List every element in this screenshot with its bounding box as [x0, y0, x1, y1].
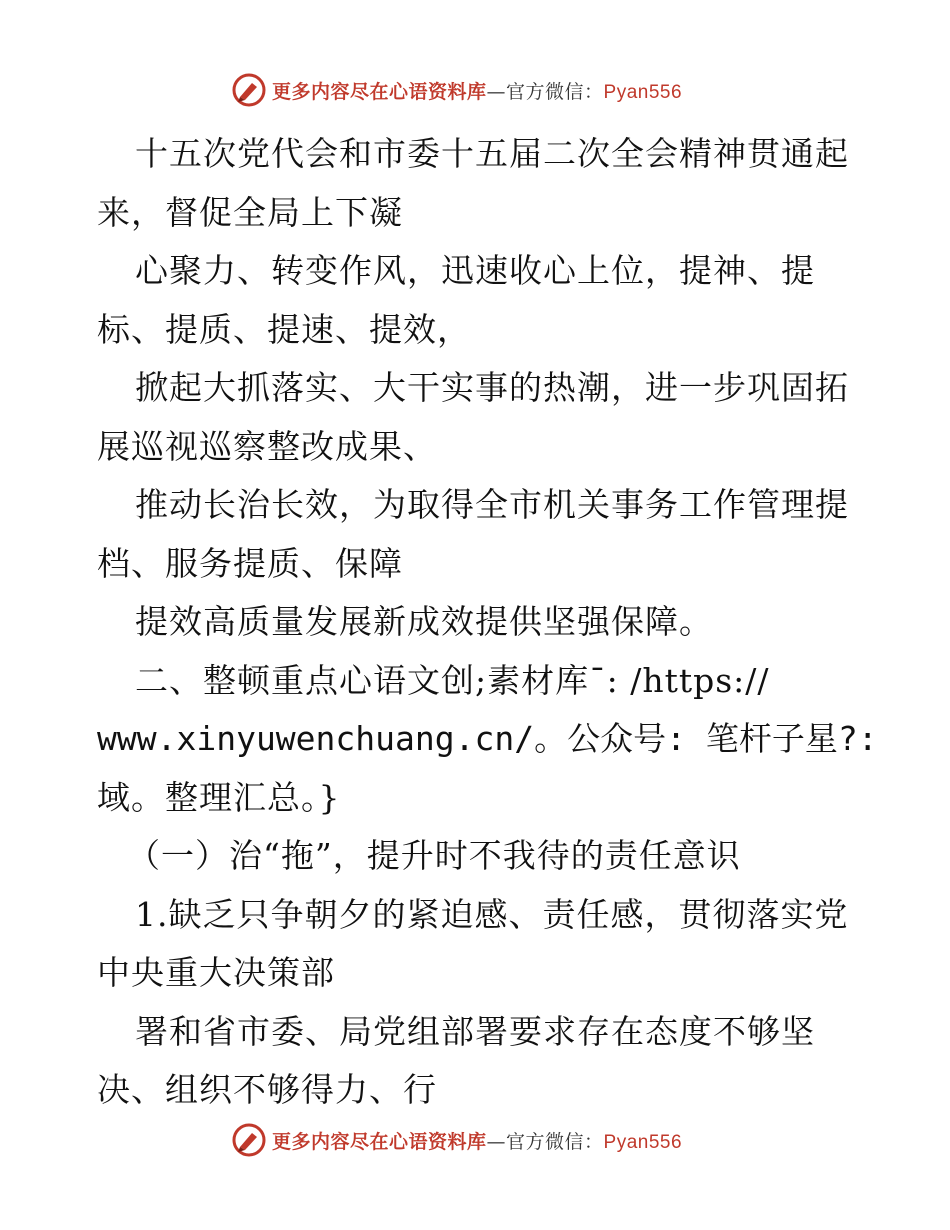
body-line: 心聚力、转变作风，迅速收心上位，提神、提 — [135, 251, 815, 290]
body-line: 提效高质量发展新成效提供坚强保障。 — [135, 602, 713, 641]
header-brand: 更多内容尽在心语资料库 — [272, 80, 487, 103]
body-line: 决、组织不够得力、行 — [97, 1070, 437, 1109]
header-wechat-id: Pyan556 — [603, 81, 683, 103]
subsection-heading: （一）治“拖”，提升时不我待的责任意识 — [127, 836, 741, 875]
body-line-url: www.xinyuwenchuang.cn/。公众号: 笔杆子星?: — [97, 719, 878, 758]
footer-brand: 更多内容尽在心语资料库 — [272, 1130, 487, 1153]
body-line: 1.缺乏只争朝夕的紧迫感、责任感，贯彻落实党 — [135, 894, 849, 934]
header-separator: — — [486, 80, 507, 103]
brand-logo-icon — [232, 1123, 266, 1157]
header-banner-text — [272, 77, 682, 104]
body-line: 档、服务提质、保障 — [97, 543, 403, 583]
header-banner — [232, 70, 752, 110]
body-line: 中央重大决策部 — [97, 953, 335, 992]
body-line: 标、提质、提速、提效， — [97, 309, 471, 349]
footer-separator: — — [486, 1130, 507, 1153]
body-line: 署和省市委、局党组部署要求存在态度不够坚 — [135, 1011, 815, 1051]
footer-banner — [232, 1120, 752, 1160]
body-line: 掀起大抓落实、大干实事的热潮，进一步巩固拓 — [135, 368, 849, 407]
brand-logo-icon — [232, 73, 266, 107]
footer-wechat-id: Pyan556 — [603, 1131, 683, 1153]
body-line: 十五次党代会和市委十五届二次全会精神贯通起 — [135, 134, 849, 173]
footer-banner-text — [272, 1127, 682, 1154]
body-line: 域。整理汇总。} — [97, 777, 341, 817]
document-body — [97, 125, 878, 1120]
body-line: 来，督促全局上下凝 — [97, 192, 403, 232]
body-line: 展巡视巡察整改成果、 — [97, 426, 437, 466]
body-line: 推动长治长效，为取得全市机关事务工作管理提 — [135, 485, 849, 524]
header-wechat-label: 官方微信： — [506, 80, 604, 103]
section-heading: 二、整顿重点心语文创;素材库¯: /https:// — [135, 660, 770, 700]
footer-wechat-label: 官方微信： — [506, 1130, 604, 1153]
